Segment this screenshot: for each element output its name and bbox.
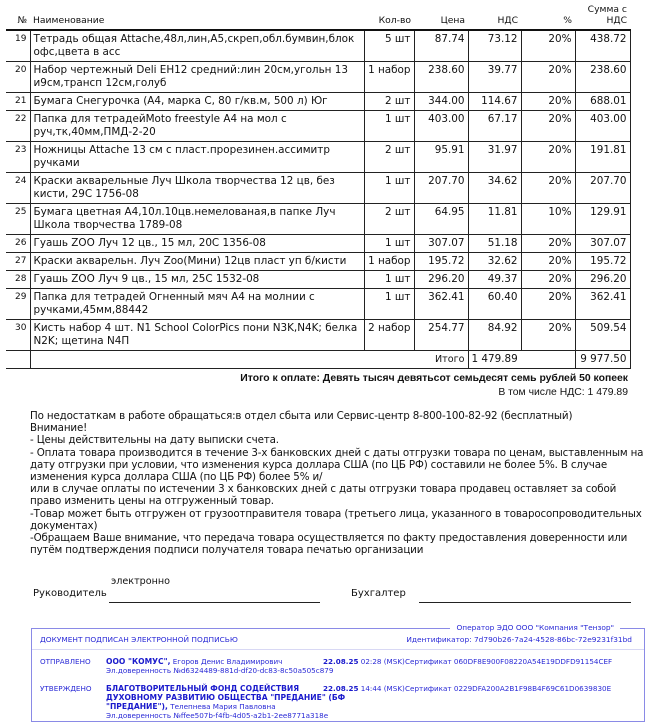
entry-time: 02:28 (MSK) [358,657,405,666]
row-num: 27 [6,253,30,271]
item-name: Кисть набор 4 шт. N1 School ColorPics пони N3K,N4K; белка N2K; щетина N4П [30,320,364,351]
note-line: - Оплата товара производится в течение 3-х банковских дней с даты отгрузки товара по ценам, выставленным на дату отгрузки при условии, что изменения курса доллара США (по ЦБ РФ) составили не более 5%. В случае изменения курса доллара США (по ЦБ РФ) более 5% и/ [30,446,644,484]
table-row [6,289,630,320]
item-vat: 49.37 [468,271,521,289]
item-qty: 2 набор [364,320,414,351]
item-vat-rate: 10% [521,204,575,235]
row-num: 25 [6,204,30,235]
item-price: 344.00 [414,93,468,111]
director-label: Руководитель [33,588,107,599]
item-sum: 129.91 [575,204,630,235]
item-name: Тетрадь общая Attache,48л,лин,А5,скреп,обл.бумвин,блок офс,цвета в асс [30,30,364,62]
item-qty: 1 шт [364,235,414,253]
note-line: Внимание! [30,422,88,435]
item-qty: 1 набор [364,253,414,271]
item-vat: 84.92 [468,320,521,351]
item-sum: 207.70 [575,173,630,204]
item-price: 296.20 [414,271,468,289]
entry-status: УТВЕРЖДЕНО [40,684,92,693]
item-name: Бумага цветная А4,10л.10цв.немелованая,в папке Луч Школа творчества 1789-08 [30,204,364,235]
item-price: 64.95 [414,204,468,235]
item-vat-rate: 20% [521,30,575,62]
item-vat-rate: 20% [521,253,575,271]
note-line: или в случае оплаты по истечении 3 х банковских дней с даты отгрузки товара продавец оставляет за собой право изменить цены на отгруженный товар. [30,483,617,508]
note-line: - Цены действительны на дату выписки счета. [30,434,279,447]
entry-person: Егоров Денис Владимирович [170,657,283,666]
item-sum: 195.72 [575,253,630,271]
total-vat: 1 479.89 [468,351,575,369]
table-row [6,320,630,351]
item-vat-rate: 20% [521,111,575,142]
row-num: 23 [6,142,30,173]
total-label: Итого [30,351,468,369]
entry-signer [106,657,359,675]
item-vat: 67.17 [468,111,521,142]
item-name: Папка для тетрадейMoto freestyle А4 на мол с руч,тк,40мм,ПМД-2-20 [30,111,364,142]
item-name: Гуашь ZOO Луч 12 цв., 15 мл, 20С 1356-08 [30,235,364,253]
entry-certificate: Сертификат 0229DFA200A2B1F98B4F69C61D0639830E [405,684,612,693]
edo-operator: Оператор ЭДО ООО "Компания "Тензор" [450,623,620,632]
row-num: 29 [6,289,30,320]
col-header-qty: Кол-во [364,4,414,30]
col-header-num: № [6,4,30,30]
item-vat: 31.97 [468,142,521,173]
entry-status: ОТПРАВЛЕНО [40,657,91,666]
item-vat: 32.62 [468,253,521,271]
director-sign-note: электронно [111,576,171,587]
table-row [6,204,630,235]
item-name: Гуашь ZOO Луч 9 цв., 15 мл, 25С 1532-08 [30,271,364,289]
table-header-row [6,4,630,30]
item-name: Папка для тетрадей Огненный мяч А4 на молнии с ручками,45мм,88442 [30,289,364,320]
stamp-divider [32,649,644,650]
item-sum: 438.72 [575,30,630,62]
item-price: 307.07 [414,235,468,253]
item-sum: 191.81 [575,142,630,173]
table-row [6,142,630,173]
item-qty: 2 шт [364,93,414,111]
item-vat: 60.40 [468,289,521,320]
item-name: Краски акварельн. Луч Zoo(Мини) 12цв пласт уп б/кисти [30,253,364,271]
col-header-sum-line1: Сумма с [587,4,627,15]
item-qty: 2 шт [364,204,414,235]
item-vat-rate: 20% [521,142,575,173]
item-vat: 39.77 [468,62,521,93]
row-num: 22 [6,111,30,142]
item-name: Краски акварельные Луч Школа творчества 12 цв, без кисти, 29С 1756-08 [30,173,364,204]
invoice-notes [30,410,650,556]
director-signature-line [109,602,320,603]
document-identifier: Идентификатор: 7d790b26-7a24-4528-86bc-72e9231f31bd [406,635,632,644]
item-price: 254.77 [414,320,468,351]
note-line: По недостаткам в работе обращаться:в отдел сбыта или Сервис-центр 8-800-100-82-92 (бесплатный) [30,410,573,422]
amount-to-pay-in-words: Итого к оплате: Девять тысяч девятьсот семьдесят семь рублей 50 копеек [240,373,628,384]
table-row [6,30,630,62]
note-line: -Обращаем Ваше внимание, что передача товара осуществляется по факту предоставления доверенности или путём подтверждения подписи получателя товара печатью организации [30,532,628,557]
col-header-price: Цена [414,4,468,30]
stamp-header: ДОКУМЕНТ ПОДПИСАН ЭЛЕКТРОННОЙ ПОДПИСЬЮ [40,635,238,644]
item-sum: 688.01 [575,93,630,111]
item-vat-rate: 20% [521,235,575,253]
col-header-sum [575,4,630,30]
item-qty: 1 шт [364,173,414,204]
item-qty: 1 набор [364,62,414,93]
col-header-name: Наименование [30,4,364,30]
item-vat-rate: 20% [521,173,575,204]
row-num: 26 [6,235,30,253]
item-sum: 509.54 [575,320,630,351]
item-qty: 1 шт [364,289,414,320]
table-row [6,93,630,111]
total-sum: 9 977.50 [575,351,630,369]
entry-org: ООО "КОМУС", [106,657,171,666]
entry-person: Телепнева Мария Павловна [167,702,276,711]
item-vat: 114.67 [468,93,521,111]
table-row [6,173,630,204]
item-price: 403.00 [414,111,468,142]
item-qty: 5 шт [364,30,414,62]
vat-included: В том числе НДС: 1 479.89 [498,387,628,398]
item-qty: 1 шт [364,111,414,142]
item-name: Ножницы Attache 13 см с пласт.прорезинен.ассимитр ручками [30,142,364,173]
entry-date: 22.08.25 [323,684,359,693]
item-qty: 1 шт [364,271,414,289]
item-qty: 2 шт [364,142,414,173]
item-price: 87.74 [414,30,468,62]
table-row [6,111,630,142]
col-header-sum-line2: НДС [606,15,627,26]
item-sum: 362.41 [575,289,630,320]
item-price: 195.72 [414,253,468,271]
item-vat-rate: 20% [521,320,575,351]
item-name: Набор чертежный Deli EH12 средний:лин 20см,угольн 13 и9см,трансп 12см,голуб [30,62,364,93]
table-row [6,62,630,93]
entry-certificate: Сертификат 060DF8E900F08220A54E19DDFD91154CEF [405,657,613,666]
row-num: 30 [6,320,30,351]
item-price: 362.41 [414,289,468,320]
item-name: Бумага Снегурочка (А4, марка С, 80 г/кв.м, 500 л) Юг [30,93,364,111]
item-sum: 403.00 [575,111,630,142]
note-line: -Товар может быть отгружен от грузоотправителя товара (третьего лица, указанного в товаросопроводительных документах) [30,507,642,532]
accountant-signature-line [419,602,631,603]
entry-time: 14:44 (MSK) [358,684,405,693]
row-num: 24 [6,173,30,204]
entry-org: БЛАГОТВОРИТЕЛЬНЫЙ ФОНД СОДЕЙСТВИЯ ДУХОВНОМУ РАЗВИТИЮ ОБЩЕСТВА "ПРЕДАНИЕ" (БФ "ПРЕДАНИЕ"), [106,684,346,711]
entry-signer [106,684,359,720]
item-vat-rate: 20% [521,62,575,93]
item-price: 95.91 [414,142,468,173]
table-total-row [6,351,630,369]
item-vat: 34.62 [468,173,521,204]
signature-block [0,576,660,606]
col-header-vat: НДС [468,4,521,30]
table-row [6,235,630,253]
item-vat: 73.12 [468,30,521,62]
item-sum: 238.60 [575,62,630,93]
item-vat: 11.81 [468,204,521,235]
item-sum: 296.20 [575,271,630,289]
item-sum: 307.07 [575,235,630,253]
table-row [6,253,630,271]
entry-datetime [323,657,405,666]
item-vat: 51.18 [468,235,521,253]
item-price: 238.60 [414,62,468,93]
table-row [6,271,630,289]
row-num: 28 [6,271,30,289]
entry-poa: Эл.доверенность №ffee507b-f4fb-4d05-a2b1-2ee8771a318e [106,711,329,720]
item-price: 207.70 [414,173,468,204]
item-vat-rate: 20% [521,93,575,111]
row-num: 20 [6,62,30,93]
col-header-pct: % [521,4,575,30]
edo-signature-stamp [31,623,645,722]
invoice-items-table [6,4,631,369]
entry-poa: Эл.доверенность №d6324489-881d-df20-dc83-8c50a505c879 [106,666,334,675]
entry-date: 22.08.25 [323,657,359,666]
row-num: 19 [6,30,30,62]
entry-datetime [323,684,405,693]
total-spacer [6,351,30,369]
item-vat-rate: 20% [521,271,575,289]
accountant-label: Бухгалтер [351,588,406,599]
row-num: 21 [6,93,30,111]
item-vat-rate: 20% [521,289,575,320]
